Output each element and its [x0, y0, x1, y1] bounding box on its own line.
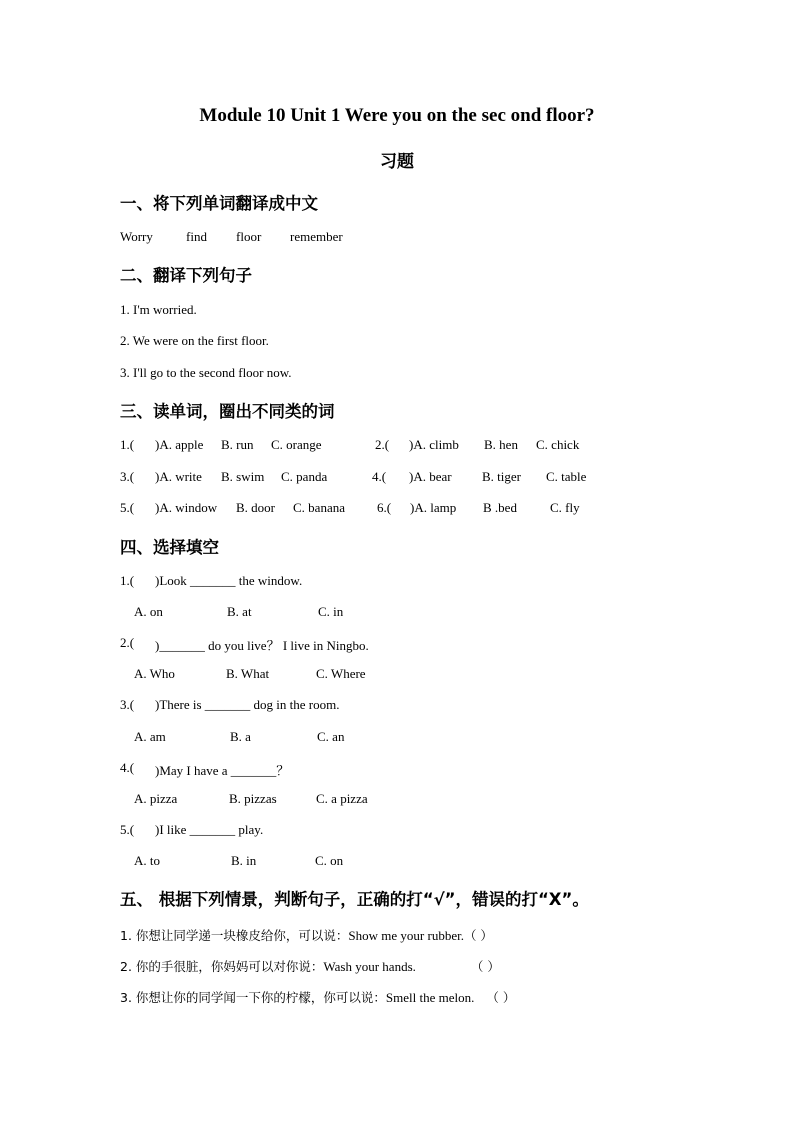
- question-number: 4.(: [120, 760, 135, 775]
- option-b: B. at: [227, 604, 252, 619]
- option-b: B. run: [221, 437, 254, 452]
- item-english-sentence: Wash your hands.: [323, 959, 416, 974]
- item-number: 3.(: [120, 469, 135, 484]
- sentence-item: 2. We were on the first floor.: [120, 333, 269, 348]
- item-number: 4.(: [372, 469, 387, 484]
- option-c: C. an: [317, 729, 345, 744]
- question-number: 3.(: [120, 697, 135, 712]
- option-a: A. am: [134, 729, 166, 744]
- option-a: )A. lamp: [410, 500, 457, 515]
- option-c: C. table: [546, 469, 587, 484]
- option-b: B. What: [226, 666, 270, 681]
- option-c: C. banana: [293, 500, 345, 515]
- item-english-sentence: Smell the melon.: [385, 990, 475, 1005]
- option-a: )A. bear: [409, 469, 452, 484]
- word-item: Worry: [120, 229, 153, 244]
- option-a: )A. apple: [155, 437, 204, 452]
- item-number: 5.(: [120, 500, 135, 515]
- option-b: B. pizzas: [229, 791, 277, 806]
- word-item: remember: [290, 229, 343, 244]
- question-number: 5.(: [120, 822, 135, 837]
- option-c: C. on: [315, 853, 344, 868]
- option-b: B. in: [231, 853, 257, 868]
- option-a: A. to: [134, 853, 160, 868]
- sentence-item: 1. I'm worried.: [120, 302, 197, 317]
- item-chinese-context: 2. 你的手很脏，你妈妈可以对你说：: [120, 959, 324, 974]
- question-stem: )There is _______ dog in the room.: [155, 697, 340, 712]
- question-stem: )I like _______ play.: [155, 822, 264, 837]
- question-stem: )_______ do you live？ I live in Ningbo.: [155, 638, 369, 653]
- item-chinese-context: 3. 你想让你的同学闻一下你的柠檬，你可以说：: [120, 990, 386, 1005]
- option-b: B .bed: [483, 500, 517, 515]
- option-a: )A. write: [155, 469, 202, 484]
- option-a: A. on: [134, 604, 163, 619]
- judgement-item: [120, 988, 515, 1006]
- word-item: floor: [236, 229, 262, 244]
- sentence-item: 3. I'll go to the second floor now.: [120, 365, 292, 380]
- answer-parentheses: （ ）: [470, 959, 500, 974]
- option-a: A. Who: [134, 666, 175, 681]
- item-english-sentence: Show me your rubber.: [348, 928, 464, 943]
- option-c: C. in: [318, 604, 344, 619]
- question-stem: )Look _______ the window.: [155, 573, 303, 588]
- page-subtitle: 习题: [380, 152, 414, 172]
- option-b: B. swim: [221, 469, 265, 484]
- option-b: B. tiger: [482, 469, 521, 484]
- section-4-heading: 四、选择填空: [120, 538, 219, 557]
- option-c: C. chick: [536, 437, 580, 452]
- section-1-heading: 一、将下列单词翻译成中文: [120, 194, 318, 213]
- option-a: )A. climb: [409, 437, 459, 452]
- question-number: 1.(: [120, 573, 135, 588]
- item-chinese-context: 1. 你想让同学递一块橡皮给你，可以说：: [120, 928, 349, 943]
- option-c: C. a pizza: [316, 791, 368, 806]
- page-title: Module 10 Unit 1 Were you on the sec ond floor?: [199, 105, 595, 126]
- word-item: find: [186, 229, 207, 244]
- item-number: 2.(: [375, 437, 390, 452]
- option-c: C. fly: [550, 500, 580, 515]
- option-b: B. door: [236, 500, 275, 515]
- option-b: B. a: [230, 729, 251, 744]
- option-a: A. pizza: [134, 791, 178, 806]
- section-5-heading: 五、 根据下列情景，判断句子，正确的打“√”，错误的打“X”。: [120, 890, 589, 909]
- option-c: C. orange: [271, 437, 322, 452]
- question-number: 2.(: [120, 635, 135, 650]
- question-stem: )May I have a _______？: [155, 763, 290, 778]
- item-number: 6.(: [377, 500, 392, 515]
- answer-parentheses: （ ）: [463, 928, 493, 943]
- judgement-item: [120, 926, 493, 944]
- judgement-item: [120, 957, 500, 975]
- option-a: )A. window: [155, 500, 218, 515]
- option-c: C. panda: [281, 469, 328, 484]
- answer-parentheses: （ ）: [486, 990, 516, 1005]
- item-number: 1.(: [120, 437, 135, 452]
- option-b: B. hen: [484, 437, 518, 452]
- section-2-heading: 二、翻译下列句子: [120, 266, 252, 285]
- section-3-heading: 三、读单词，圈出不同类的词: [120, 402, 335, 421]
- option-c: C. Where: [316, 666, 366, 681]
